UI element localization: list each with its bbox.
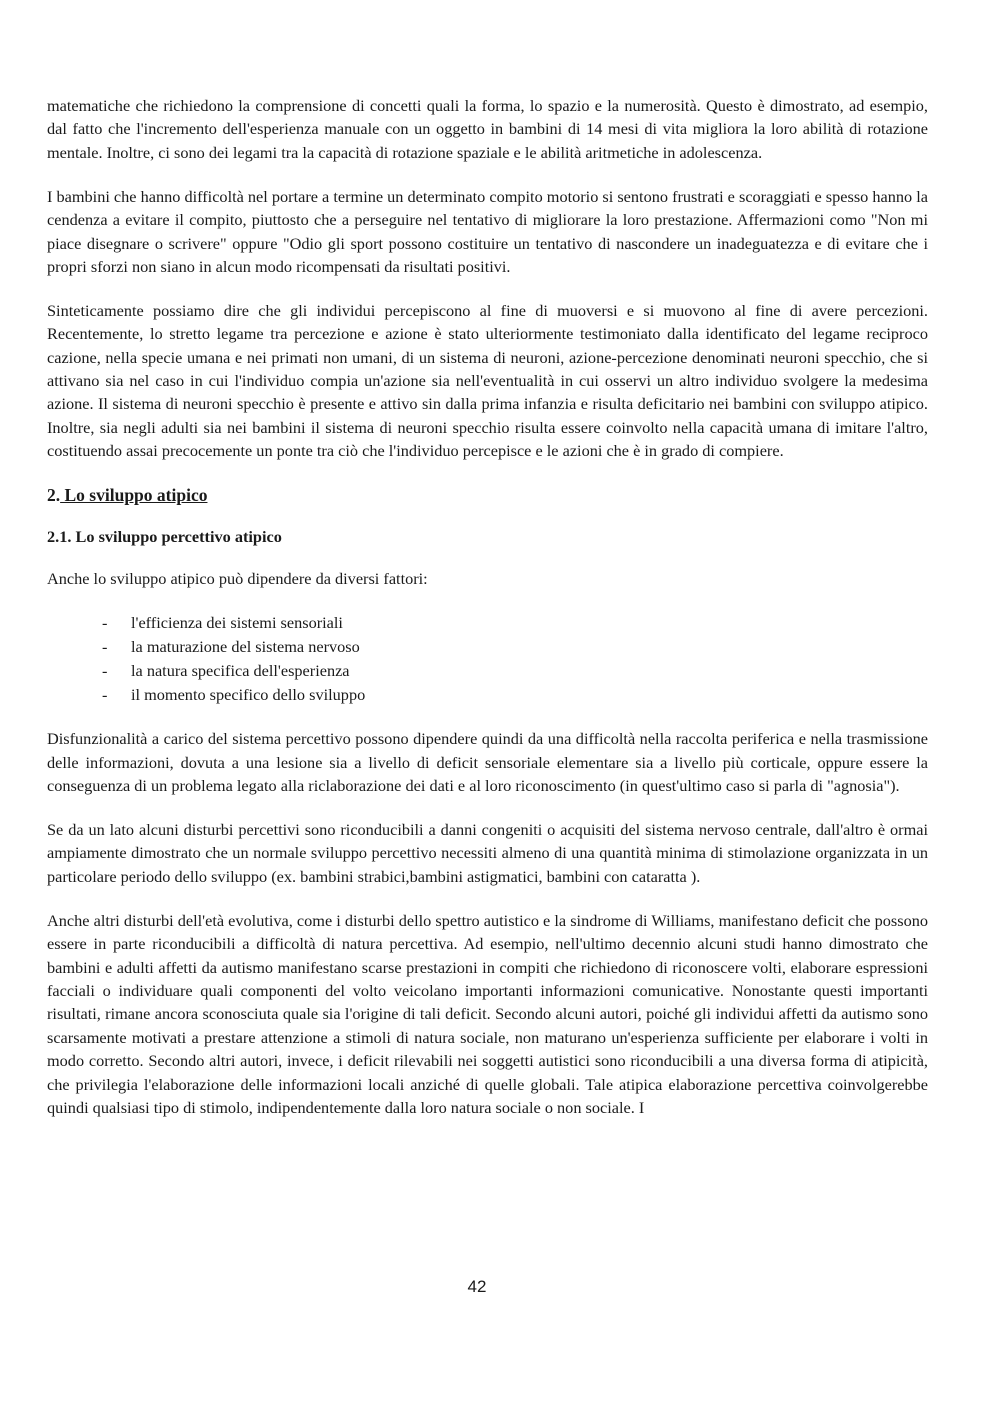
list-bullet: - [102,685,108,705]
intro-paragraph: Anche lo sviluppo atipico può dipendere da diversi fattori: [47,568,428,588]
list-bullet: - [102,612,108,632]
list-item [47,635,928,659]
list-bullet: - [102,636,108,656]
paragraph: matematiche che richiedono la comprensione di concetti quali la forma, lo spazio e la numerosità. Questo è dimostrato, ad esempio, dal fatto che l'incremento dell'esperienza manuale con un oggetto in bambini di 14 mesi di vita migliora la loro abilità di rotazione mentale. Inoltre, ci sono dei legami tra la capacità di rotazione spaziale e le abilità aritmetiche in adolescenza. [47,96,928,162]
factors-list [47,611,928,708]
section-title: Lo sviluppo atipico [60,485,208,506]
list-item [47,611,928,635]
list-item-text: la maturazione del sistema nervoso [131,636,360,656]
list-item-text: l'efficienza dei sistemi sensoriali [131,612,343,632]
paragraph: I bambini che hanno difficoltà nel portare a termine un determinato compito motorio si sentono frustrati e scoraggiati e spesso hanno la cendenza a evitare il compito, piuttosto che a perseguire nel tentativo di migliorare la loro prestazione. Affermazioni como "Non mi piace disegnare o scrivere" oppure "Odio gli sport possono costituire un tentativo di nascondere un inadeguatezza e di evitare che i propri sforzi non siano in alcun modo ricompensati da risultati positivi. [47,186,928,276]
paragraph: Disfunzionalità a carico del sistema percettivo possono dipendere quindi da una difficoltà nella raccolta periferica e nella trasmissione delle informazioni, dovuta a una lesione sia a livello di deficit sensoriale elementare sia a livello più corticale, oppure essere la conseguenza di un problema legato alla riclaborazione dei dati e al loro riconoscimento (in quest'ultimo caso si parla di "agnosia"). [47,729,928,796]
page-number: 42 [467,1277,487,1296]
list-item [47,683,928,707]
paragraph: Se da un lato alcuni disturbi percettivi sono riconducibili a danni congeniti o acquisiti del sistema nervoso centrale, dall'altro è ormai ampiamente dimostrato che un normale sviluppo percettivo necessiti almeno di una quantità minima di stimolazione organizzata in un particolare periodo dello sviluppo (ex. bambini strabici,bambini astigmatici, bambini con cataratta ). [47,820,928,886]
list-bullet: - [102,660,108,680]
list-item-text: il momento specifico dello sviluppo [131,685,366,705]
section-heading [47,483,928,507]
document-page [47,94,928,1140]
subsection-heading: 2.1. Lo sviluppo percettivo atipico [47,527,282,547]
paragraph: Sinteticamente possiamo dire che gli individui percepiscono al fine di muoversi e si muovono al fine di avere percezioni. Recentemente, lo stretto legame tra percezione e azione è stato ulteriormente testimoniato dalla identificato del legame reciproco cazione, nella specie umana e nei primati non umani, di un sistema di neuroni, azione-percezione denominati neuroni specchio, che si attivano sia nel caso in cui l'individuo compia un'azione sia nell'eventualità in cui osservi un altro individuo svolgere la medesima azione. Il sistema di neuroni specchio è presente e attivo sin dalla prima infanzia e risulta deficitario nei bambini con sviluppo atipico. Inoltre, sia negli adulti sia nei bambini il sistema di neuroni specchio risulta essere coinvolto nella capacità umana di imitare l'altro, costituendo assai precocemente un ponte tra ciò che l'individuo percepisce e le azioni che è in grado di compiere. [47,300,928,461]
list-item [47,659,928,683]
paragraph: Anche altri disturbi dell'età evolutiva, come i disturbi dello spettro autistico e la sindrome di Williams, manifestano deficit che possono essere in parte riconducibili a difficoltà di natura percettiva. Ad esempio, nell'ultimo decennio alcuni studi hanno dimostrato che bambini e adulti affetti da autismo manifestano scarse prestazioni in compiti che richiedono di riconoscere volti, elaborare espressioni facciali o individuare quali componenti del volto veicolano importanti informazioni comunicative. Nonostante questi importanti risultati, rimane ancora sconosciuta quale sia l'origine di tali deficit. Secondo alcuni autori, poiché gli individui affetti da autismo sono scarsamente motivati a prestare attenzione a stimoli di natura sociale, non maturano un'esperienza sufficiente per elaborare i volti in modo corretto. Secondo altri autori, invece, i deficit rilevabili nei soggetti autistici sono riconducibili a una diversa forma di atipicità, che privilegia l'elaborazione delle informazioni locali anziché di quelle globali. Tale atipica elaborazione percettiva coinvolgerebbe quindi qualsiasi tipo di stimolo, indipendentemente dalla loro natura sociale o non sociale. I [47,910,928,1117]
list-item-text: la natura specifica dell'esperienza [131,660,350,680]
section-number: 2. [47,485,61,506]
